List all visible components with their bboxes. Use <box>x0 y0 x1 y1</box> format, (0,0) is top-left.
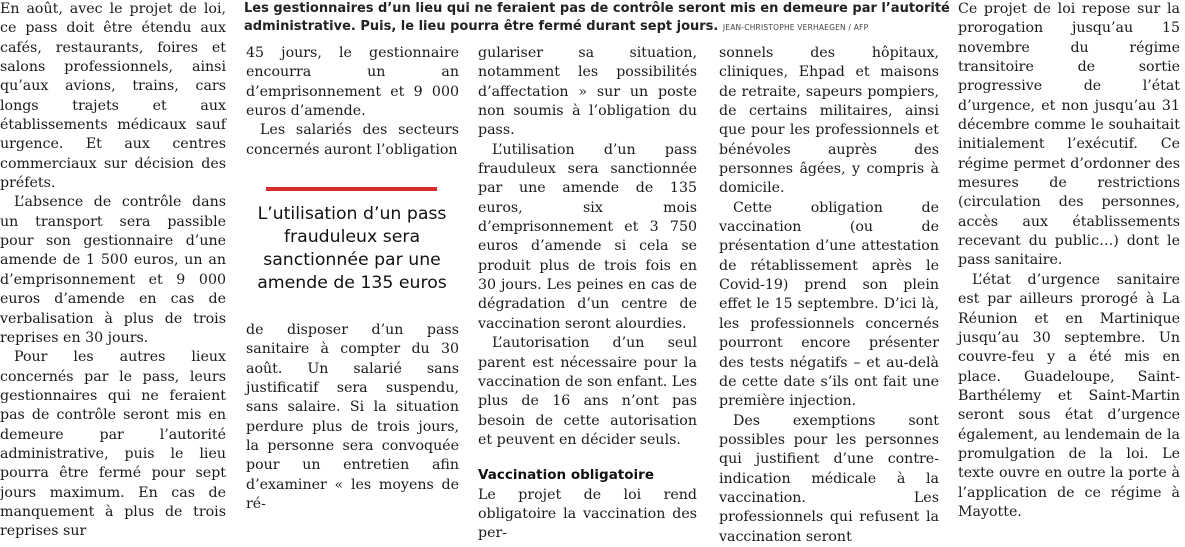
paragraph: L’absence de contrôle dans un transport sera passible pour son gestionnaire d’une amende de 1 500 euros, un an d’emprisonnement et 9 000 euros d’amende en cas de verbalisation à plus de trois reprises en 30 jours. <box>0 194 226 346</box>
paragraph: sonnels des hôpitaux, cliniques, Ehpad et maisons de retraite, sapeurs pompiers, de certains militaires, ainsi que pour les professionnels et bénévoles auprès des personnes âgées, y compris à domicile. <box>719 45 939 197</box>
paragraph: Cette obligation de vaccination (ou de présentation d’une attestation de rétablissement après le Covid-19) prend son plein effet le 15 septembre. D’ici là, les professionnels concernés pourront encore présenter des tests négatifs – et au-delà de cette date s’ils ont fait une première injection. <box>719 199 939 410</box>
article-column-4 <box>719 44 939 547</box>
paragraph: L’autorisation d’un seul parent est nécessaire pour la vaccination de son enfant. Les plus de 16 ans n’ont pas besoin de cette autorisation et peuvent en décider seuls. <box>478 335 697 448</box>
photo-caption <box>244 0 960 37</box>
paragraph: Pour les autres lieux concernés par le pass, leurs gestionnaires qui ne feraient pas de contrôle seront mis en demeure par l’autorité administrative, puis le lieu pourra être fermé pour sept jours maximum. En cas de manquement à plus de trois reprises sur <box>0 349 226 540</box>
paragraph: gulariser sa situation, notamment les possibilités d’affectation » sur un poste non soumis à l’obligation du pass. <box>478 45 697 139</box>
paragraph: Ce projet de loi repose sur la prorogation jusqu’au 15 novembre du régime transitoire de sortie progressive de l’état d’urgence, et non jusqu’au 31 décembre comme le souhaitait initialement l’exécutif. Ce régime permet d’ordonner des mesures de restrictions (circulation des personnes, accès aux établissements recevant du public…) dont le pass sanitaire. <box>958 1 1180 269</box>
paragraph: de disposer d’un pass sanitaire à compter du 30 août. Un salarié sans justificatif sera suspendu, sans salaire. Si la situation perdure plus de trois jours, la personne sera convoquée pour un entretien afin d’examiner « les moyens de ré- <box>246 322 459 513</box>
paragraph: L’utilisation d’un pass frauduleux sera sanctionnée par une amende de 135 euros, six mois d’emprisonnement et 3 750 euros d’amende si cela se produit plus de trois fois en 30 jours. Les peines en cas de dégradation d’un centre de vaccination seront alourdies. <box>478 141 697 332</box>
article-column-2-top <box>246 44 459 160</box>
caption-text: Les gestionnaires d’un lieu qui ne feraient pas de contrôle seront mis en demeure par l’autorité administrative. Puis, le lieu pourra être fermé durant sept jours. <box>244 1 950 34</box>
pullquote: L’utilisation d’un pass frauduleux sera sanctionnée par une amende de 135 euros <box>257 204 447 293</box>
section-subheading: Vaccination obligatoire <box>478 467 654 484</box>
paragraph: 45 jours, le gestionnaire encourra un an d’emprisonnement et 9 000 euros d’amende. <box>246 45 459 120</box>
article-column-5 <box>958 0 1180 522</box>
photo-credit: JEAN-CHRISTOPHE VERHAEGEN / AFP <box>722 23 869 32</box>
pullquote-rule <box>266 187 437 191</box>
paragraph: Les salariés des secteurs concernés auront l’obligation <box>246 122 459 158</box>
paragraph: L’état d’urgence sanitaire est par ailleurs prorogé à La Réunion et en Martinique jusqu’au 30 septembre. Un couvre-feu y a été mis en place. Guadeloupe, Saint-Barthélemy et Saint-Martin seront sous état d’urgence également, au lendemain de la promulgation de la loi. Le texte ouvre en outre la porte à l’application de ce régime à Mayotte. <box>958 271 1180 520</box>
article-column-3 <box>478 44 697 544</box>
article-column-2-bottom <box>246 321 459 514</box>
article-column-1 <box>0 0 226 542</box>
paragraph: Le projet de loi rend obligatoire la vaccination des per- <box>478 486 697 542</box>
paragraph: Des exemptions sont possibles pour les personnes qui justifient d’une contre-indication médicale à la vaccination. Les professionnels qui refusent la vaccination seront <box>719 412 939 545</box>
paragraph: En août, avec le projet de loi, ce pass doit être étendu aux cafés, restaurants, foires et salons professionnels, ainsi qu’aux avions, trains, cars longs trajets et aux établissements médicaux sauf urgence. Et aux centres commerciaux sur décision des préfets. <box>0 1 226 192</box>
